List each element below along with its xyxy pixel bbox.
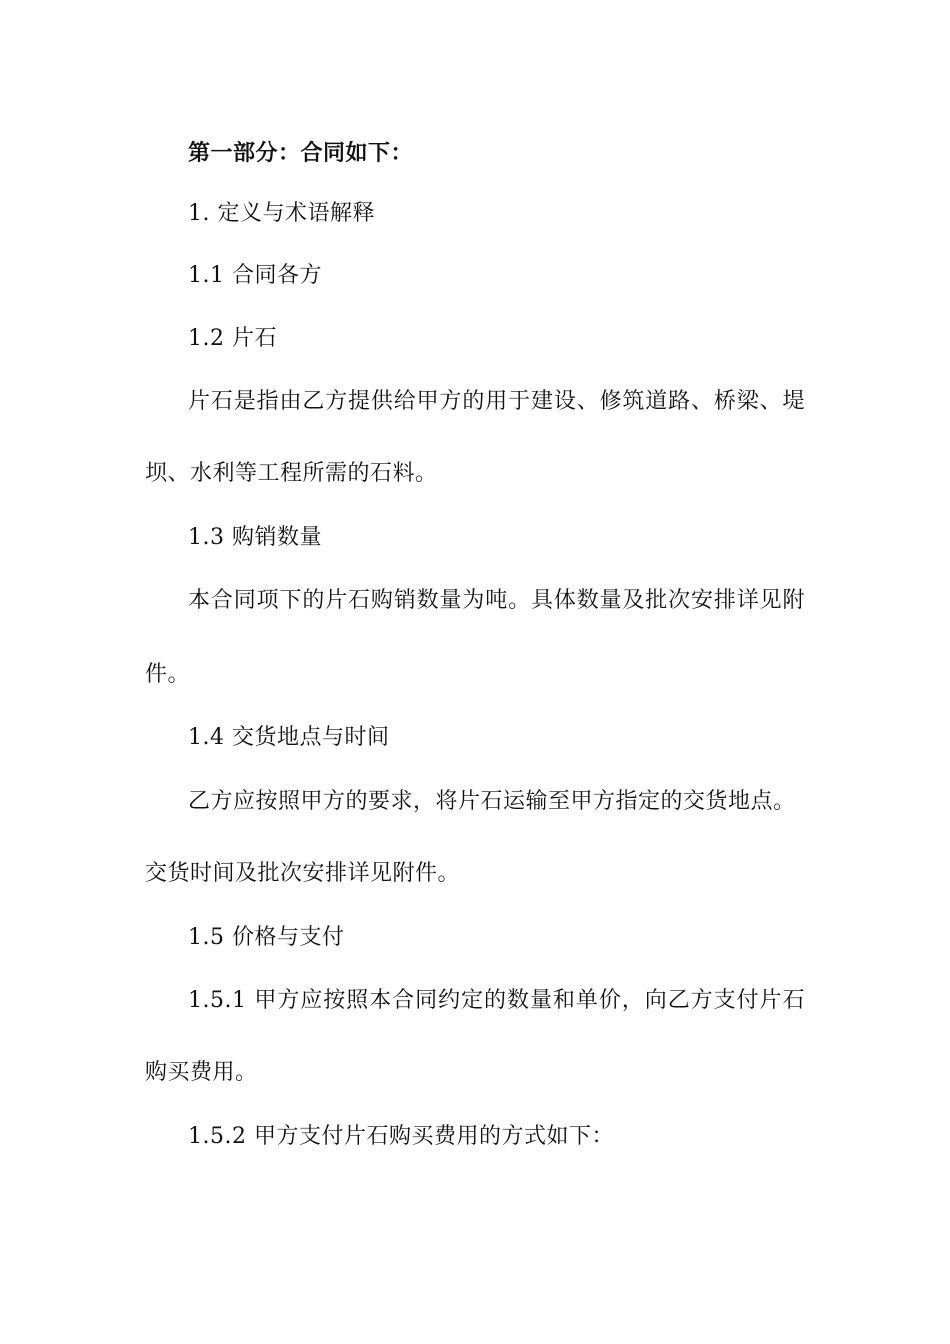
section-1-1-heading: 1.1 合同各方 <box>188 263 322 288</box>
part-heading: 第一部分：合同如下： <box>188 140 414 166</box>
section-1-2-paragraph-line-1: 片石是指由乙方提供给甲方的用于建设、修筑道路、桥梁、堤 <box>188 389 805 414</box>
section-1-5-1-line-1: 1.5.1 甲方应按照本合同约定的数量和单价，向乙方支付片石 <box>188 988 805 1013</box>
section-1-3-heading: 1.3 购销数量 <box>188 525 322 550</box>
section-1-4-paragraph-line-1: 乙方应按照甲方的要求，将片石运输至甲方指定的交货地点。 <box>188 789 796 814</box>
section-1-2-heading: 1.2 片石 <box>188 326 277 351</box>
section-1-5-1-line-2: 购买费用。 <box>145 1060 258 1085</box>
section-1-5-heading: 1.5 价格与支付 <box>188 925 345 950</box>
section-1-3-paragraph-line-2: 件。 <box>145 662 191 687</box>
section-1-5-2-line: 1.5.2 甲方支付片石购买费用的方式如下： <box>188 1124 614 1149</box>
section-1-heading: 1. 定义与术语解释 <box>188 201 375 226</box>
section-1-3-paragraph-line-1: 本合同项下的片石购销数量为吨。具体数量及批次安排详见附 <box>188 588 805 613</box>
section-1-4-paragraph-line-2: 交货时间及批次安排详见附件。 <box>145 861 461 886</box>
section-1-2-paragraph-line-2: 坝、水利等工程所需的石料。 <box>145 461 438 486</box>
section-1-4-heading: 1.4 交货地点与时间 <box>188 725 390 750</box>
